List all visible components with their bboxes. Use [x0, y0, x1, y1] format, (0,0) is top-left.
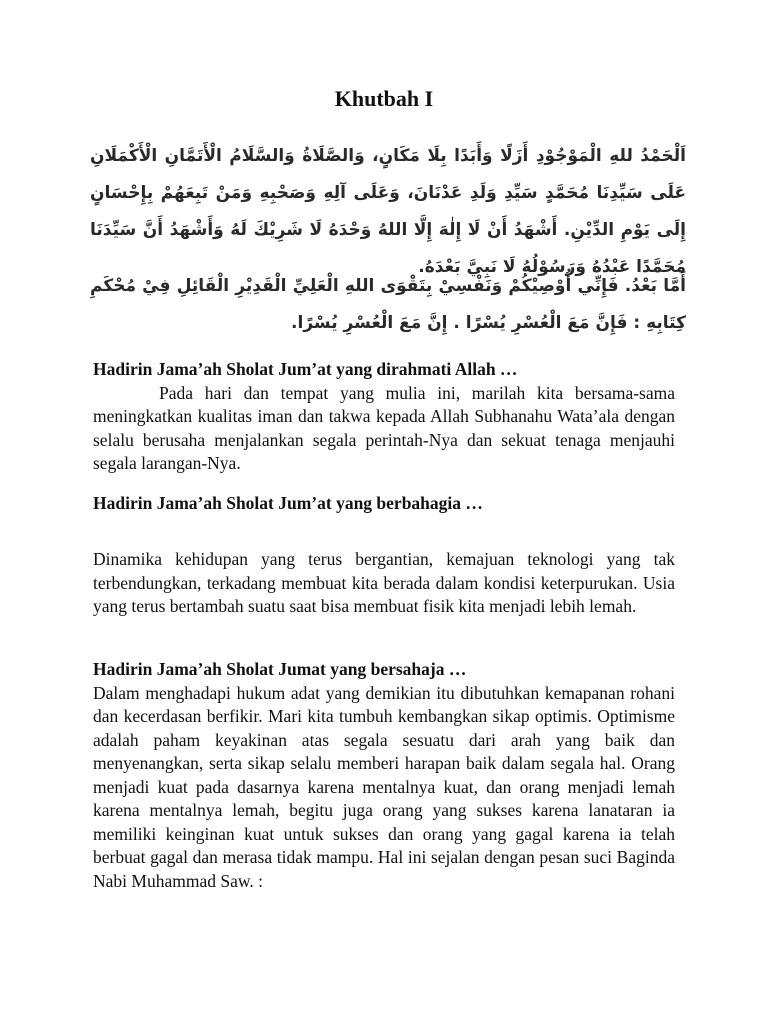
section-heading-1: Hadirin Jama’ah Sholat Jum’at yang dirahmati Allah … — [93, 359, 518, 379]
section-heading-3: Hadirin Jama’ah Sholat Jumat yang bersahaja … — [93, 659, 467, 679]
section-2-body — [93, 548, 675, 619]
arabic-amma-badu-text: أَمَّا بَعْدُ. فَإِنِّي أُوْصِيْكُمْ وَنَفْسِيْ بِتَقْوَى اللهِ الْعَلِيِّ الْقَدِيْرِ الْقَائِلِ فِيْ مُحْكَمِ كِتَابِهِ : فَإِنَّ مَعَ الْعُسْرِ يُسْرًا . إِنَّ مَعَ الْعُسْرِ يُسْرًا. — [90, 276, 686, 333]
paragraph-3: Dalam menghadapi hukum adat yang demikian itu dibutuhkan kemapanan rohani dan kecerdasan berfikir. Mari kita tumbuh kembangkan sikap optimis. Optimisme adalah paham keyakinan atas segala sesuatu dari arah yang baik dan menyenangkan, serta sikap selalu memberi harapan baik dalam segala hal. Orang menjadi kuat pada dasarnya karena mentalnya kuat, dan orang menjadi lemah karena mentalnya lemah, begitu juga orang yang sukses karena lanataran ia memiliki keinginan kuat untuk sukses dan orang yang gagal karena ia telah berbuat gagal dan merasa tidak mampu. Hal ini sejalan dengan pesan suci Baginda Nabi Muhammad Saw. : — [93, 682, 675, 891]
page-title: Khutbah I — [334, 86, 434, 111]
paragraph-2: Dinamika kehidupan yang terus bergantian, kemajuan teknologi yang tak terbendungkan, terkadang membuat kita berada dalam kondisi keterpurukan. Usia yang terus bertambah suatu saat bisa membuat fisik kita menjadi lebih lemah. — [93, 549, 675, 616]
section-2-heading-wrap — [93, 492, 675, 516]
section-3 — [93, 658, 675, 893]
arabic-opening-text: اَلْحَمْدُ للهِ الْمَوْجُوْدِ أَزَلًا وَأَبَدًا بِلَا مَكَانٍ، وَالصَّلَاةُ وَالسَّلَامُ الْأَتَمَّانِ الْأَكْمَلَانِ عَلَى سَيِّدِنَا مُحَمَّدٍ سَيِّدِ وَلَدِ عَدْنَانَ، وَعَلَى آلِهِ وَصَحْبِهِ وَمَنْ تَبِعَهُمْ بِإِحْسَانٍ إِلَى يَوْمِ الدِّيْنِ. أَشْهَدُ أَنْ لَا إِلٰهَ إِلَّا اللهُ وَحْدَهُ لَا شَرِيْكَ لَهُ وَأَشْهَدُ أَنَّ سَيِّدَنَا مُحَمَّدًا عَبْدُهُ وَرَسُوْلُهُ لَا نَبِيَّ بَعْدَهُ. — [90, 146, 686, 277]
section-1 — [93, 358, 675, 476]
paragraph-1: Pada hari dan tempat yang mulia ini, marilah kita bersama-sama meningkatkan kualitas iman dan takwa kepada Allah Subhanahu Wata’ala dengan selalu berusaha menjalankan segala perintah-Nya dan sekuat tenaga menjauhi segala larangan-Nya. — [93, 382, 675, 473]
section-heading-2: Hadirin Jama’ah Sholat Jum’at yang berbahagia … — [93, 493, 483, 513]
